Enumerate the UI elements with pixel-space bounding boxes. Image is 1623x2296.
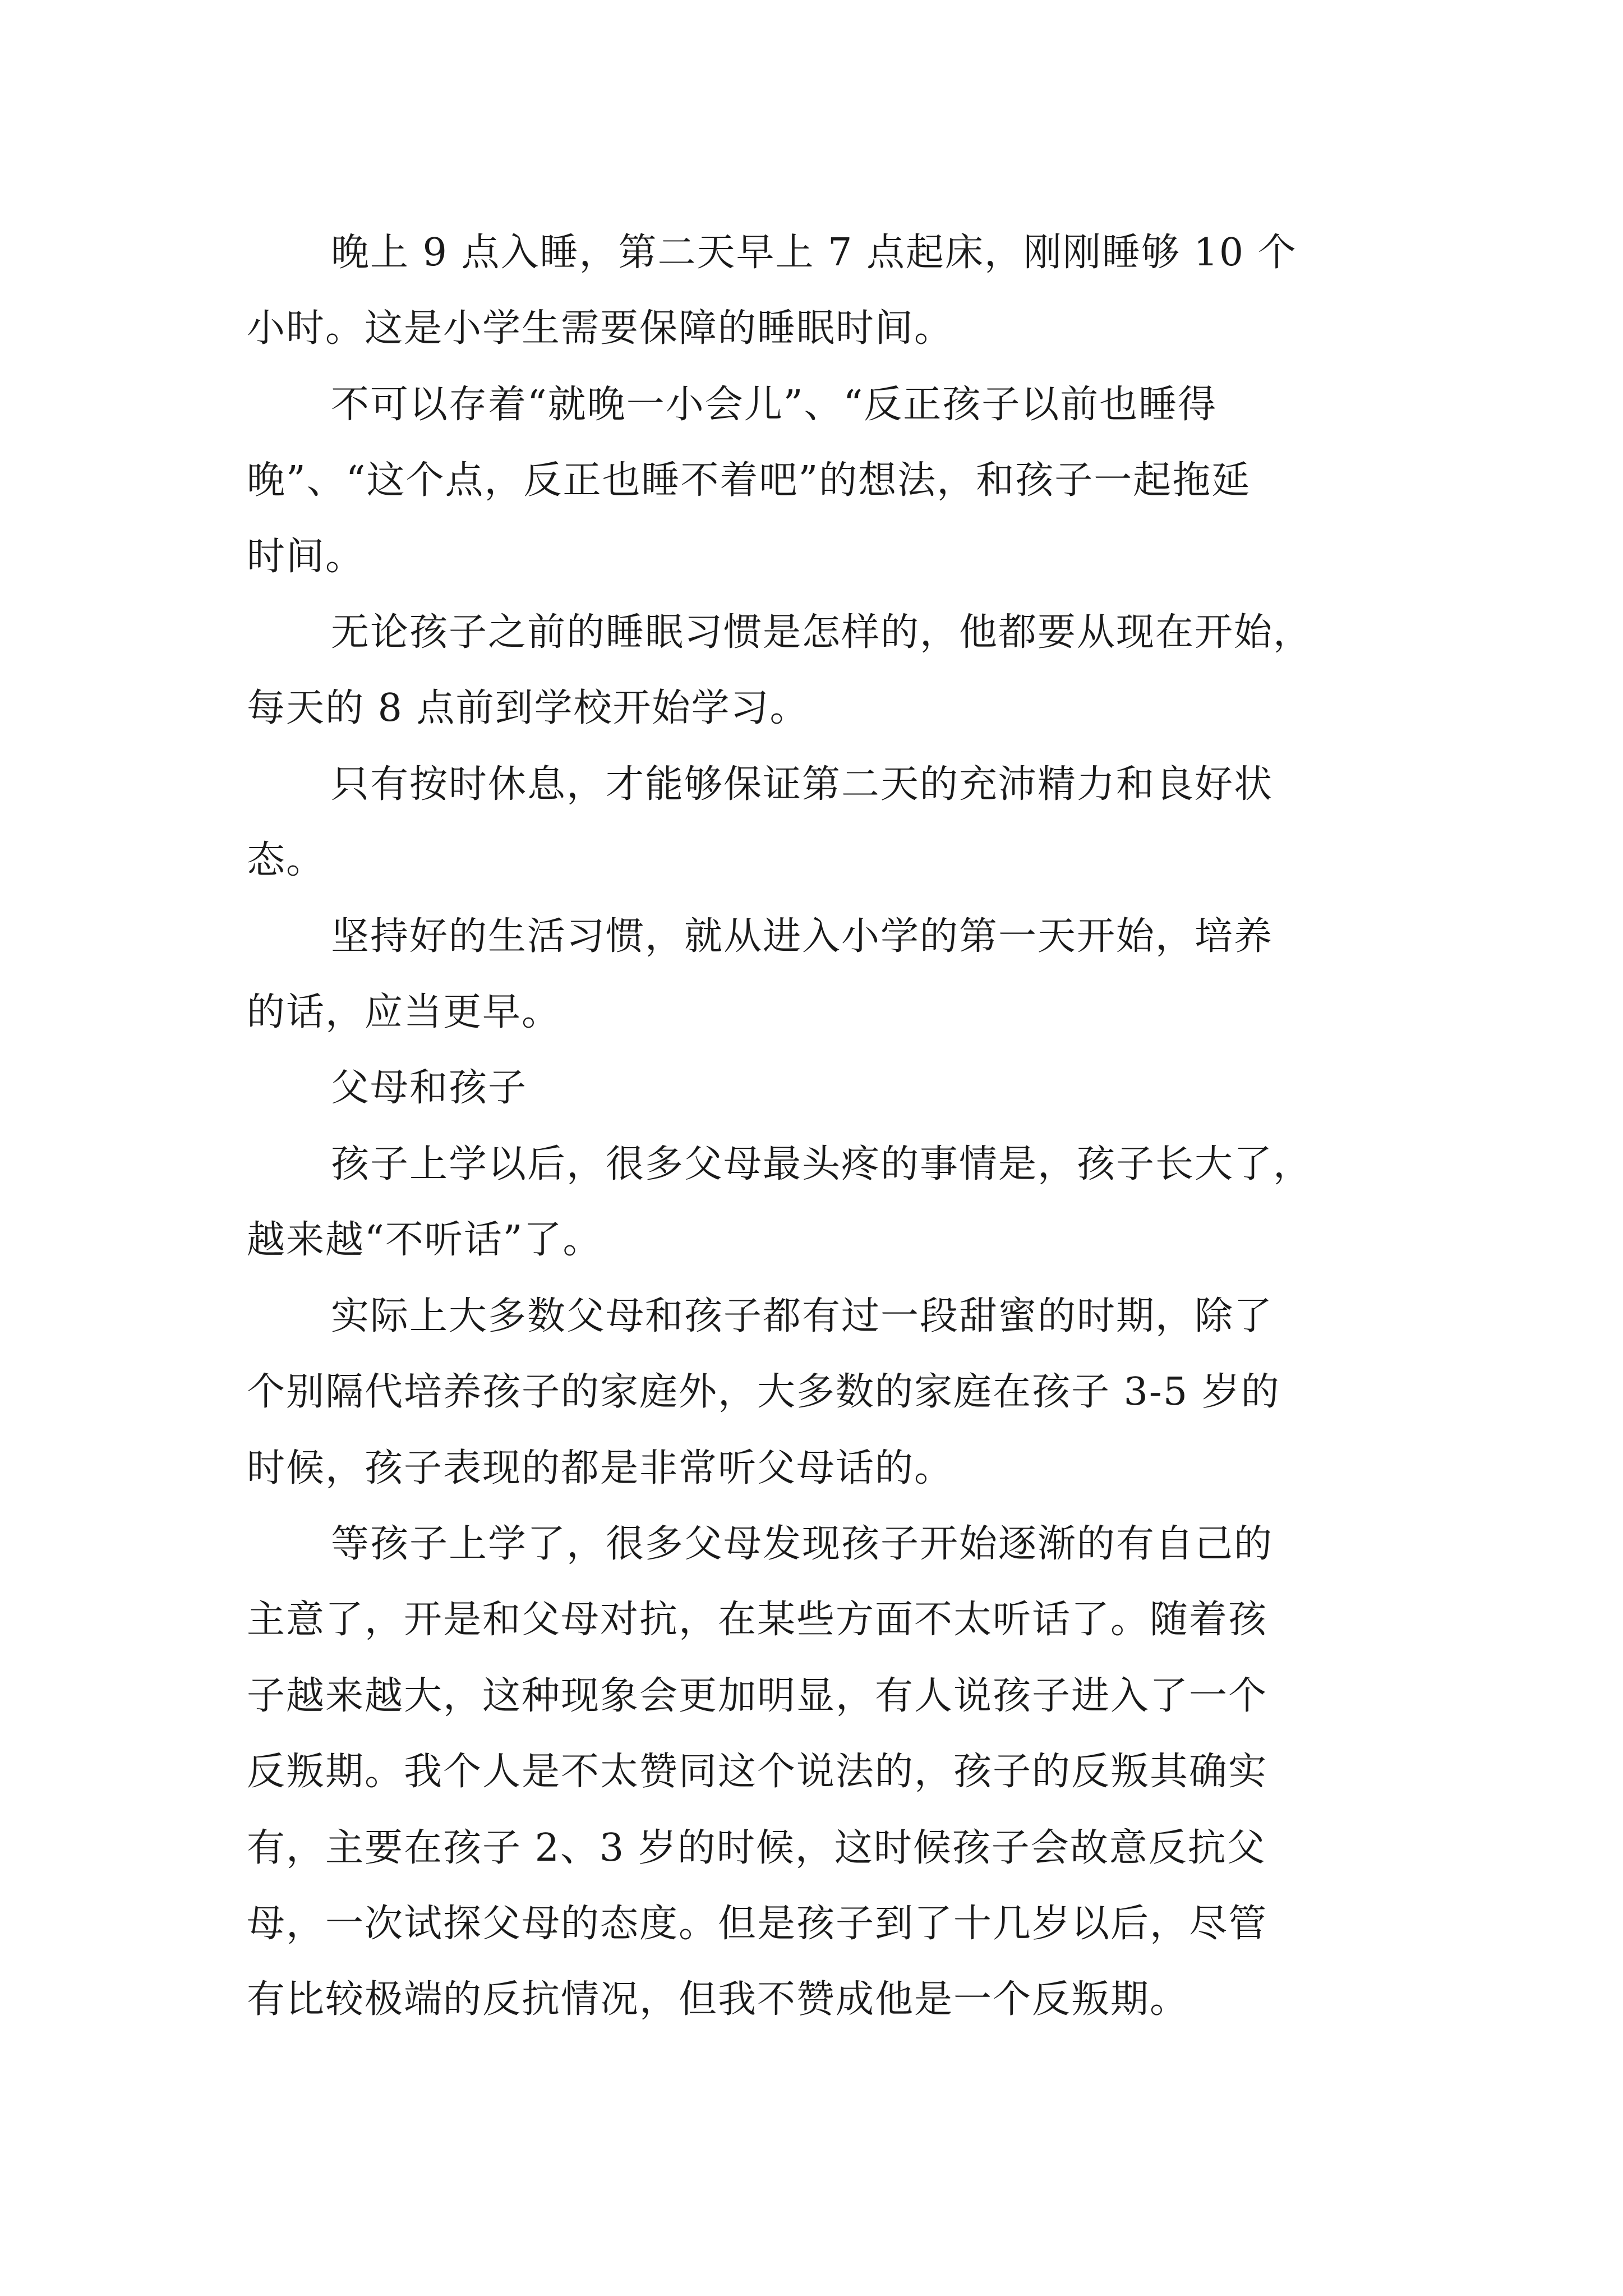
- paragraph-school-start: 无论孩子之前的睡眠习惯是怎样的，他都要从现在开始， 每天的 8 点前到学校开始学习。: [247, 610, 1313, 731]
- paragraph-rebellious-period: 等孩子上学了，很多父母发现孩子开始逐渐的有自己的 主意了，开是和父母对抗，在某些方面不太听话了。随着孩 子越来越大，这种现象会更加明显，有人说孩子进入了一个 反叛期。我个人是不太赞同这个说法的，孩子的反叛其确实 有，主要在孩子 2、3 岁的时候，这时候孩子会故意反抗父 母，一次试探父母的态度。但是孩子到了十几岁以后，尽管 有比较极端的反抗情况，但我不赞成他是一个反叛期。: [247, 1521, 1274, 2022]
- document-body: [247, 215, 1391, 2038]
- paragraph-sleep-time: 晚上 9 点入睡，第二天早上 7 点起床，刚刚睡够 10 个 小时。这是小学生需要保障的睡眠时间。: [247, 231, 1297, 351]
- paragraph-no-delay: 不可以存着“就晚一小会儿”、“反正孩子以前也睡得 晚”、“这个点，反正也睡不着吧”的想法，和孩子一起拖延 时间。: [247, 382, 1251, 579]
- paragraph-good-habits: 坚持好的生活习惯，就从进入小学的第一天开始，培养 的话，应当更早。: [247, 914, 1274, 1035]
- paragraph-sweet-period: 实际上大多数父母和孩子都有过一段甜蜜的时期，除了 个别隔代培养孩子的家庭外，大多数的家庭在孩子 3-5 岁的 时候，孩子表现的都是非常听父母话的。: [247, 1294, 1280, 1490]
- paragraph-not-listening: 孩子上学以后，很多父母最头疼的事情是，孩子长大了， 越来越“不听话”了。: [247, 1142, 1313, 1263]
- section-heading-parents-and-children: 父母和孩子: [331, 1066, 528, 1111]
- paragraph-rest-on-time: 只有按时休息，才能够保证第二天的充沛精力和良好状 态。: [247, 762, 1274, 883]
